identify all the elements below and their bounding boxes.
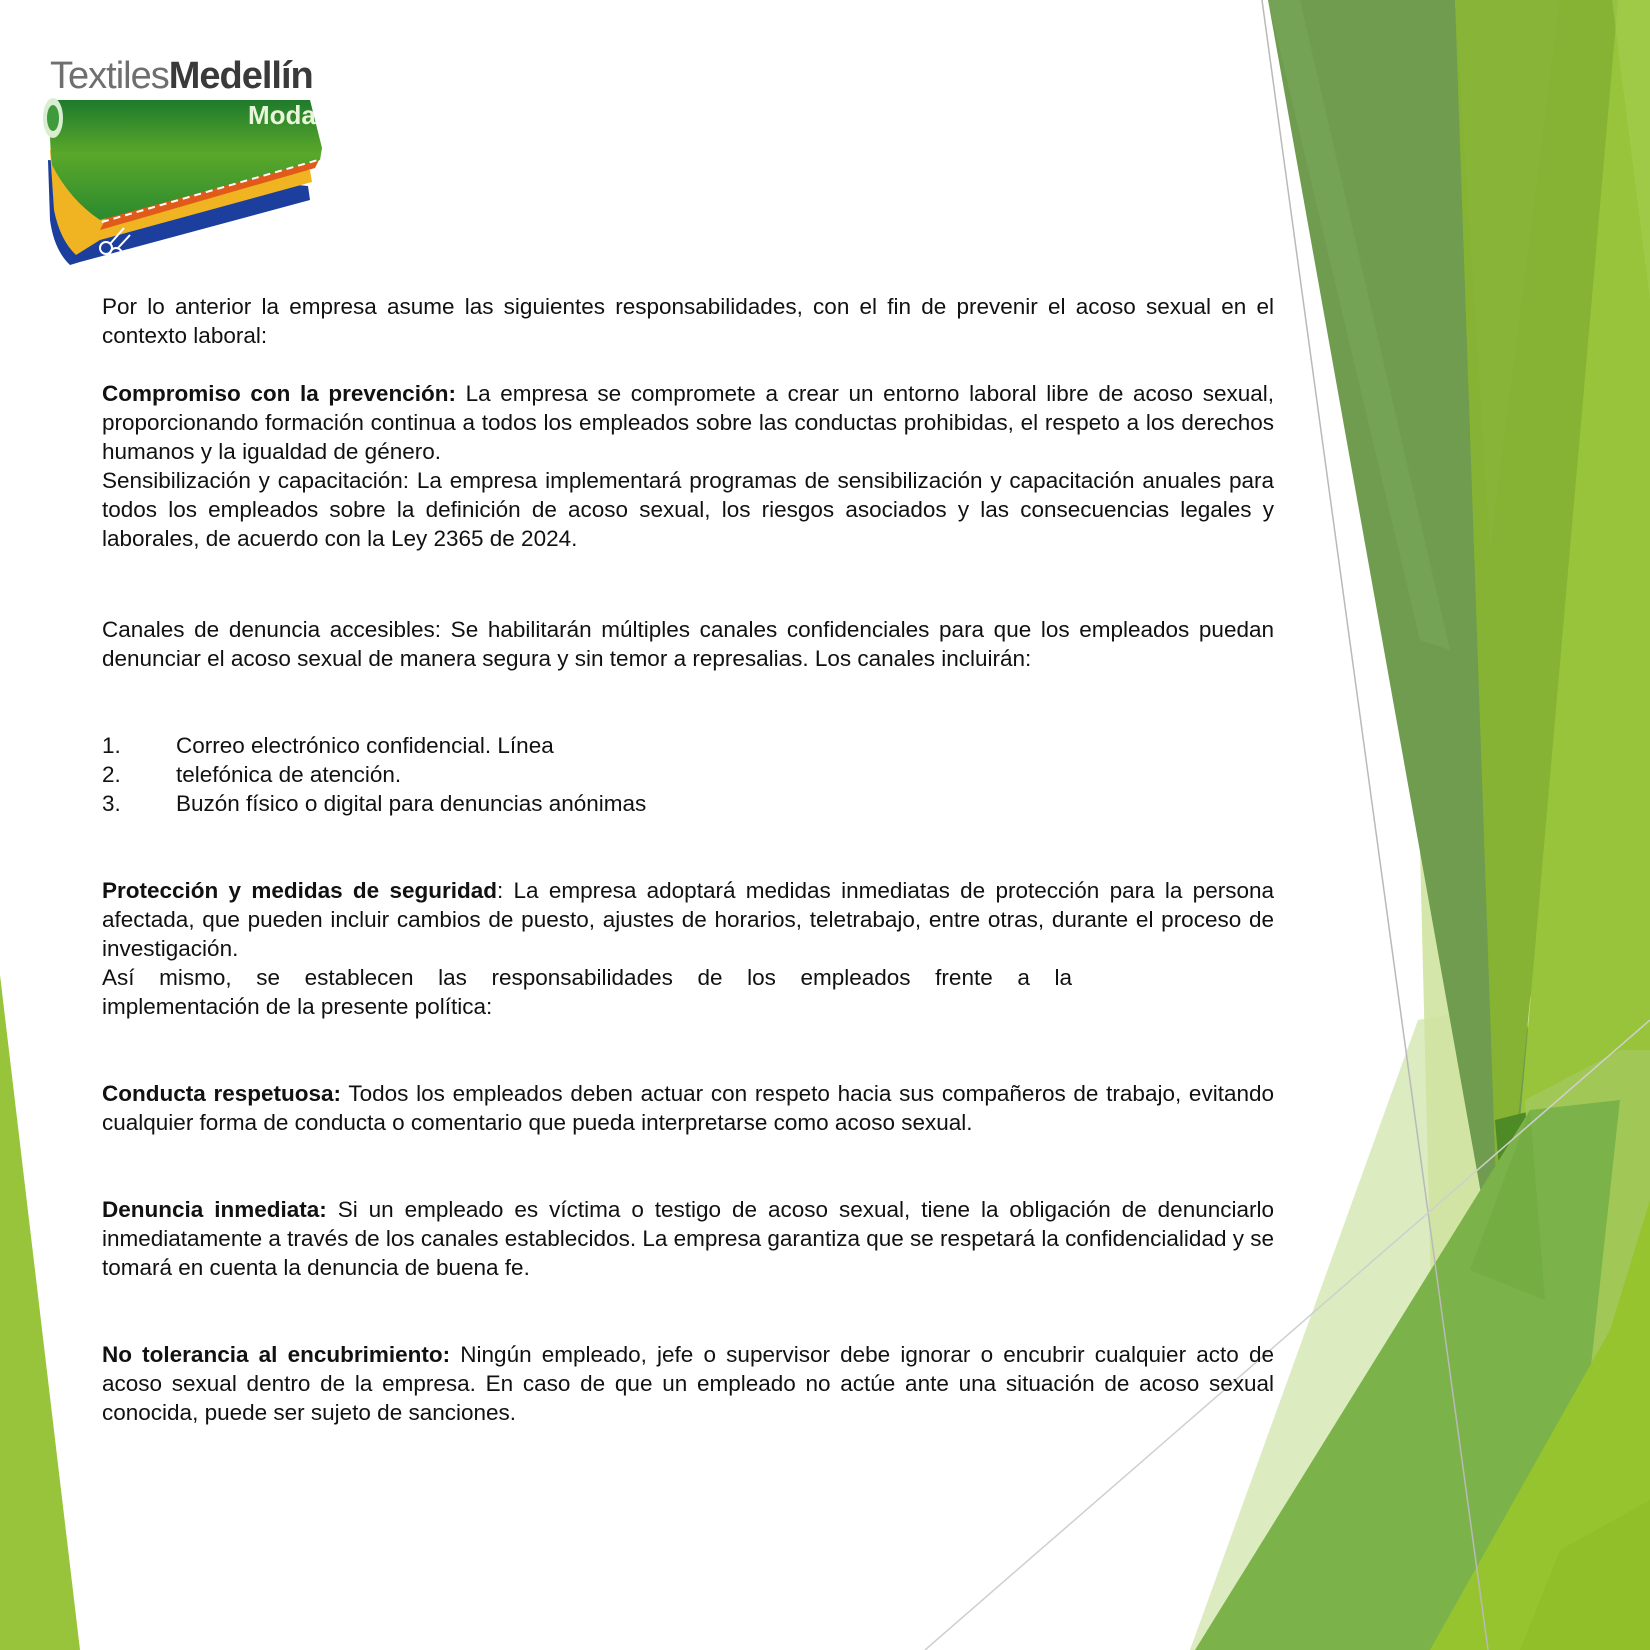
intro-paragraph: Por lo anterior la empresa asume las siguientes responsabilidades, con el fin de prevenir el acoso sexual en el contexto laboral: — [102, 294, 1274, 348]
list-number: 2. — [102, 762, 121, 787]
list-number: 1. — [102, 733, 121, 758]
proteccion-paragraph — [102, 876, 1274, 963]
company-logo — [40, 50, 340, 260]
proteccion-body: : La empresa adoptará medidas inmediatas de protección para la persona afectada, que pueden incluir cambios de puesto, ajustes de horarios, teletrabajo, entre otras, durante el proceso de investigación. — [102, 878, 1274, 961]
conducta-paragraph — [102, 1079, 1274, 1137]
logo-brand-light: Textiles — [50, 55, 169, 97]
logo-brand-bold: Medellín — [168, 55, 313, 97]
document-body — [102, 292, 1274, 1427]
denuncia-title: Denuncia inmediata: — [102, 1197, 327, 1222]
conducta-title: Conducta respetuosa: — [102, 1081, 342, 1106]
asi-mismo-line1: Así mismo, se establecen las responsabilidades de los empleados frente a la — [102, 965, 1072, 990]
canales-paragraph: Canales de denuncia accesibles: Se habilitarán múltiples canales confidenciales para que los empleados puedan denunciar el acoso sexual de manera segura y sin temor a represalias. Los canales incluirán: — [102, 617, 1274, 671]
compromiso-body: La empresa se compromete a crear un entorno laboral libre de acoso sexual, proporcionando formación continua a todos los empleados sobre las conductas prohibidas, el respeto a los derechos humanos y la igualdad de género. — [102, 381, 1274, 464]
list-item — [102, 789, 1274, 818]
no-tolerancia-title: No tolerancia al encubrimiento: — [102, 1342, 451, 1367]
asi-mismo-line2: implementación de la presente política: — [102, 994, 493, 1019]
channels-list — [102, 731, 1274, 818]
list-item — [102, 731, 1274, 760]
list-text: Correo electrónico confidencial. Línea — [176, 733, 554, 758]
compromiso-paragraph — [102, 379, 1274, 466]
list-number: 3. — [102, 791, 121, 816]
list-text: telefónica de atención. — [176, 762, 402, 787]
no-tolerancia-paragraph — [102, 1340, 1274, 1427]
sensibilizacion-paragraph: Sensibilización y capacitación: La empresa implementará programas de sensibilización y capacitación anuales para todos los empleados sobre la definición de acoso sexual, los riesgos asociados y las consecuencias legales y laborales, de acuerdo con la Ley 2365 de 2024. — [102, 468, 1274, 551]
proteccion-title: Protección y medidas de seguridad — [102, 878, 497, 903]
denuncia-paragraph — [102, 1195, 1274, 1282]
no-tolerancia-body: Ningún empleado, jefe o supervisor debe ignorar o encubrir cualquier acto de acoso sexual dentro de la empresa. En caso de que un empleado no actúe ante una situación de acoso sexual conocida, puede ser sujeto de sanciones. — [102, 1342, 1274, 1425]
logo-subtitle: Moda — [248, 100, 316, 130]
denuncia-body: Si un empleado es víctima o testigo de acoso sexual, tiene la obligación de denunciarlo inmediatamente a través de los canales establecidos. La empresa garantiza que se respetará la confidencialidad y se tomará en cuenta la denuncia de buena fe. — [102, 1197, 1275, 1280]
conducta-body: Todos los empleados deben actuar con respeto hacia sus compañeros de trabajo, evitando cualquier forma de conducta o comentario que pueda interpretarse como acoso sexual. — [102, 1081, 1275, 1135]
list-text: Buzón físico o digital para denuncias anónimas — [176, 791, 647, 816]
compromiso-title: Compromiso con la prevención: — [102, 381, 456, 406]
list-item — [102, 760, 1274, 789]
